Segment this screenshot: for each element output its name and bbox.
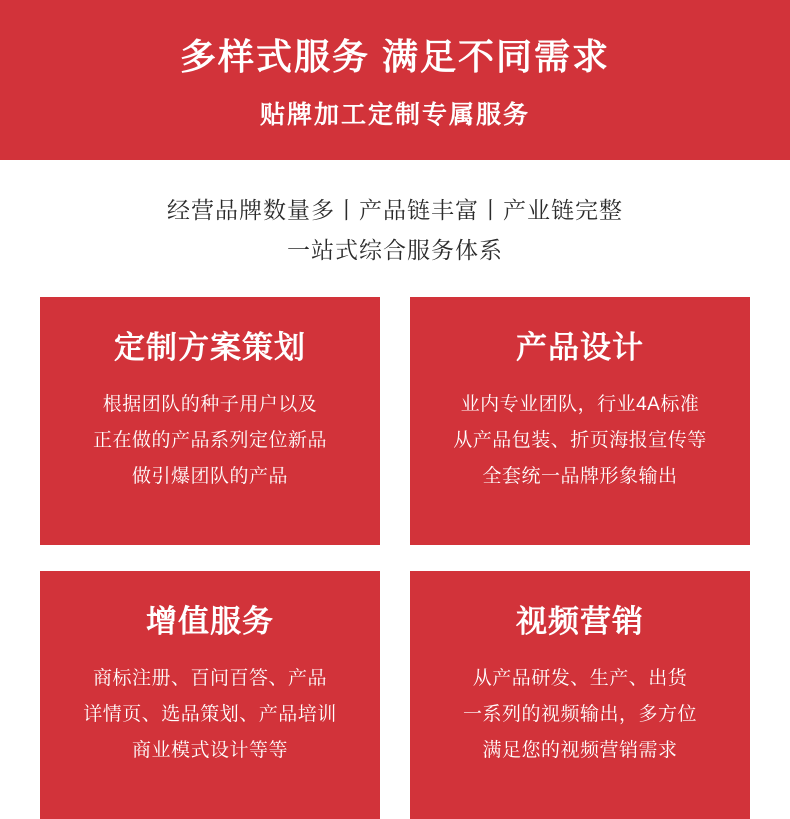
card-line: 全套统一品牌形象输出	[482, 465, 678, 487]
intro-section	[0, 190, 790, 271]
card-body	[463, 661, 697, 769]
card-line: 正在做的产品系列定位新品	[92, 429, 327, 451]
service-card-grid	[40, 297, 750, 819]
service-card-custom-plan	[40, 297, 380, 545]
page-subtitle: 贴牌加工定制专属服务	[259, 100, 530, 129]
card-line: 根据团队的种子用户以及	[102, 393, 318, 415]
card-line: 从产品包装、折页海报宣传等	[453, 429, 707, 451]
page-title: 多样式服务 满足不同需求	[179, 36, 610, 78]
intro-line-1: 经营品牌数量多丨产品链丰富丨产业链完整	[167, 197, 623, 223]
header-banner	[0, 0, 790, 160]
card-line: 满足您的视频营销需求	[482, 739, 678, 761]
card-title: 增值服务	[146, 603, 274, 639]
card-title: 视频营销	[516, 603, 644, 639]
card-body	[453, 387, 707, 495]
card-title: 定制方案策划	[114, 329, 306, 365]
card-line: 商业模式设计等等	[131, 739, 288, 761]
service-card-value-added	[40, 571, 380, 819]
card-body	[83, 661, 337, 769]
card-body	[93, 387, 327, 495]
intro-line-2: 一站式综合服务体系	[287, 237, 503, 264]
card-line: 一系列的视频输出，多方位	[462, 703, 697, 725]
card-line: 业内专业团队，行业4A标准	[460, 393, 700, 415]
card-line: 商标注册、百问百答、产品	[92, 667, 327, 689]
service-card-product-design	[410, 297, 750, 545]
card-line: 做引爆团队的产品	[131, 465, 288, 487]
service-card-video-marketing	[410, 571, 750, 819]
card-line: 从产品研发、生产、出货	[472, 667, 688, 689]
card-line: 详情页、选品策划、产品培训	[83, 703, 337, 725]
card-title: 产品设计	[516, 329, 644, 365]
